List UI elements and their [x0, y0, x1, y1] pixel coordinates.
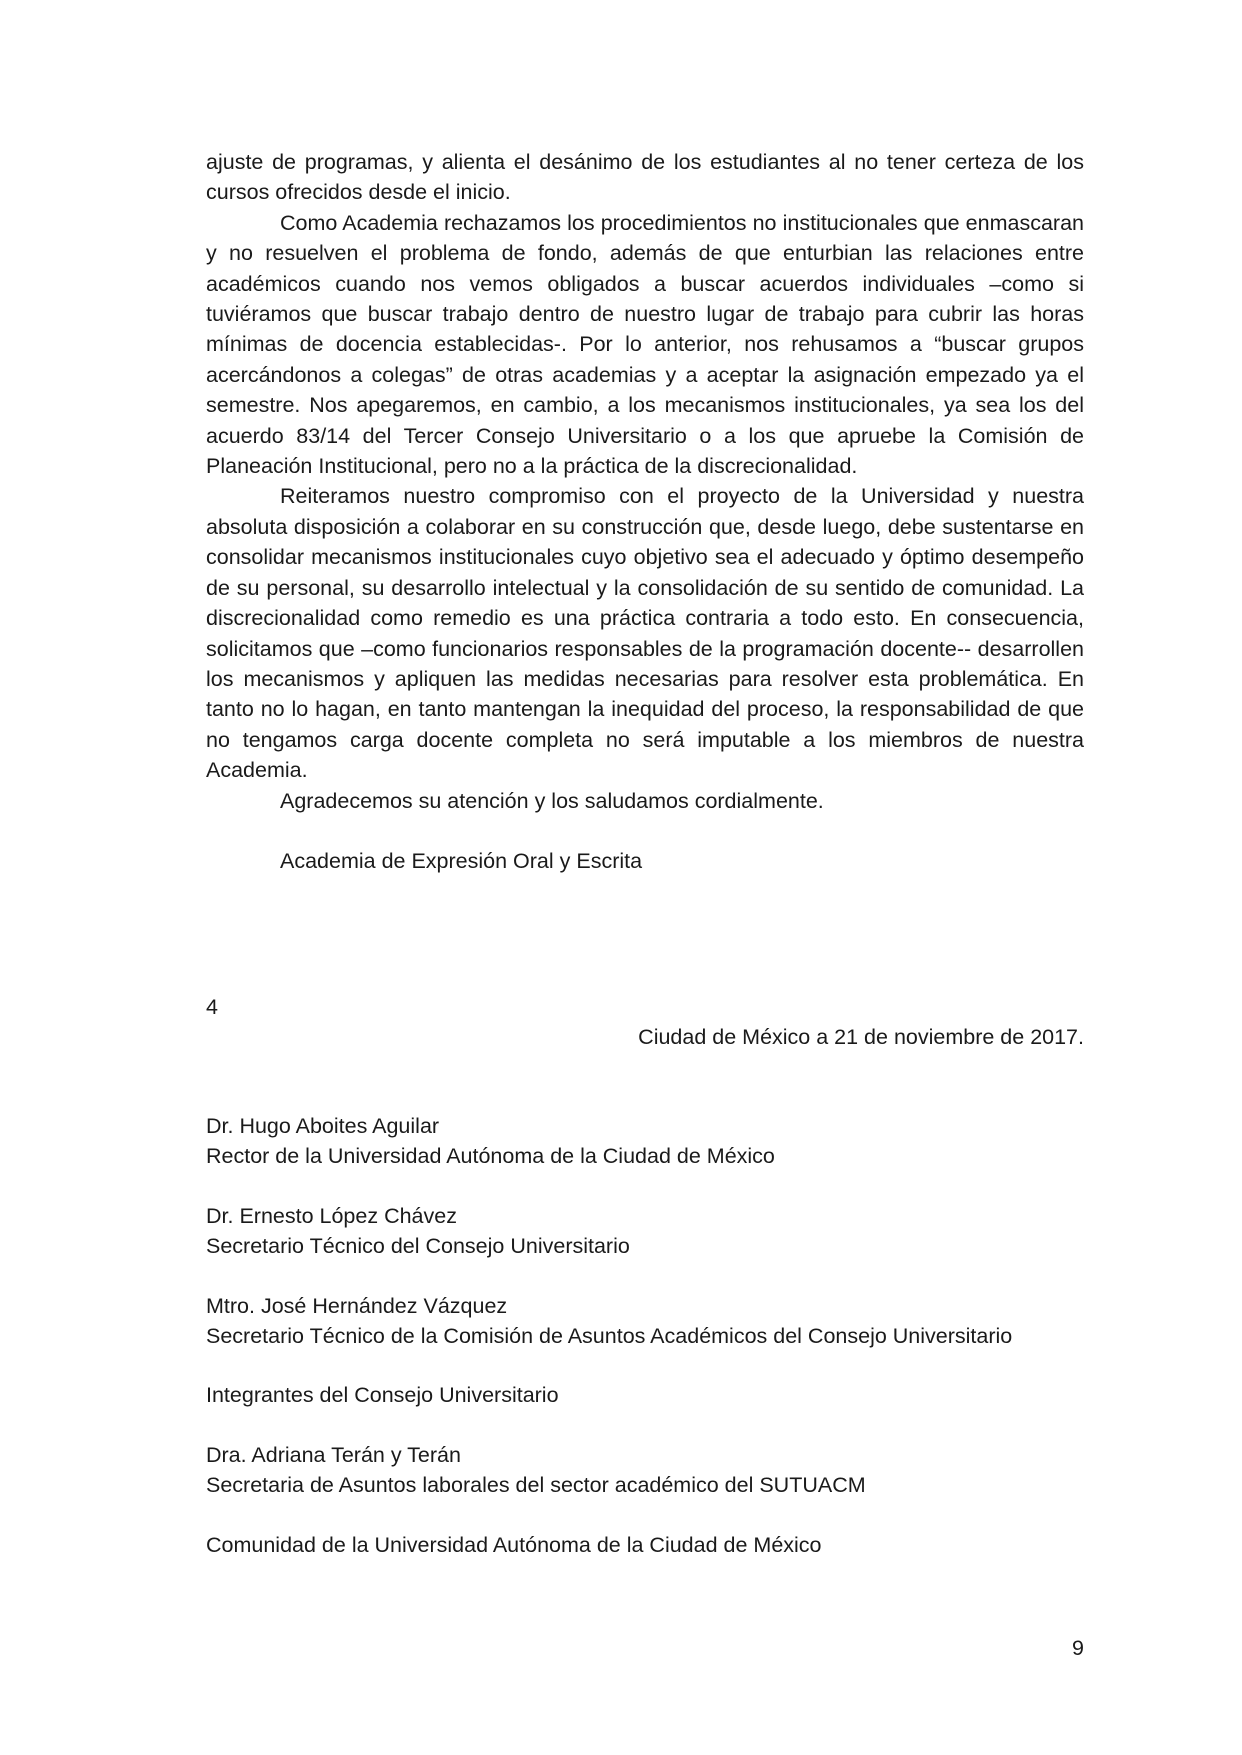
- letter-body: [206, 147, 1084, 876]
- recipient-role: Secretaria de Asuntos laborales del sector académico del SUTUACM: [206, 1473, 866, 1498]
- paragraph-rejection: Como Academia rechazamos los procedimientos no institucionales que enmascaran y no resuelven el problema de fondo, además de que enturbian las relaciones entre académicos cuando nos vemos obligados a buscar acuerdos individuales –como si tuviéramos que buscar trabajo dentro de nuestro lugar de trabajo para cubrir las horas mínimas de docencia establecidas-. Por lo anterior, nos rehusamos a “buscar grupos acercándonos a colegas” de otras academias y a aceptar la asignación empezado ya el semestre. Nos apegaremos, en cambio, a los mecanismos institucionales, ya sea los del acuerdo 83/14 del Tercer Consejo Universitario o a los que apruebe la Comisión de Planeación Institucional, pero no a la práctica de la discrecionalidad.: [206, 210, 1084, 479]
- recipient-community: [206, 1530, 1012, 1560]
- paragraph-closing: Agradecemos su atención y los saludamos cordialmente.: [280, 788, 824, 813]
- annex-number: 4: [206, 995, 218, 1019]
- recipient-name: Integrantes del Consejo Universitario: [206, 1383, 559, 1408]
- recipient-name: Mtro. José Hernández Vázquez: [206, 1293, 508, 1318]
- recipient-role: Secretario Técnico del Consejo Universitario: [206, 1234, 630, 1259]
- paragraph-continuation: ajuste de programas, y alienta el desánimo de los estudiantes al no tener certeza de los cursos ofrecidos desde el inicio.: [206, 150, 1084, 205]
- page-number: 9: [1072, 1636, 1084, 1660]
- recipient-role: Rector de la Universidad Autónoma de la Ciudad de México: [206, 1144, 775, 1169]
- recipient-name: Dr. Hugo Aboites Aguilar: [206, 1114, 440, 1138]
- place-date: Ciudad de México a 21 de noviembre de 2017.: [638, 1025, 1084, 1049]
- recipient-union-secretary: [206, 1440, 1012, 1501]
- recipient-name: Dra. Adriana Terán y Terán: [206, 1442, 461, 1467]
- recipient-list: [206, 1111, 1012, 1589]
- recipient-technical-secretary: [206, 1201, 1012, 1262]
- signature: Academia de Expresión Oral y Escrita: [280, 848, 643, 873]
- recipient-academic-commission: [206, 1291, 1012, 1352]
- paragraph-commitment: Reiteramos nuestro compromiso con el proyecto de la Universidad y nuestra absoluta disposición a colaborar en su construcción que, desde luego, debe sustentarse en consolidar mecanismos institucionales cuyo objetivo sea el adecuado y óptimo desempeño de su personal, su desarrollo intelectual y la consolidación de su sentido de comunidad. La discrecionalidad como remedio es una práctica contraria a todo esto. En consecuencia, solicitamos que –como funcionarios responsables de la programación docente-- desarrollen los mecanismos y apliquen las medidas necesarias para resolver esta problemática. En tanto no lo hagan, en tanto mantengan la inequidad del proceso, la responsabilidad de que no tengamos carga docente completa no será imputable a los miembros de nuestra Academia.: [206, 484, 1084, 783]
- recipient-name: Comunidad de la Universidad Autónoma de la Ciudad de México: [206, 1532, 822, 1557]
- recipient-name: Dr. Ernesto López Chávez: [206, 1203, 457, 1228]
- recipient-council-members: [206, 1380, 1012, 1410]
- recipient-rector: [206, 1111, 1012, 1172]
- recipient-role: Secretario Técnico de la Comisión de Asuntos Académicos del Consejo Universitario: [206, 1324, 1013, 1349]
